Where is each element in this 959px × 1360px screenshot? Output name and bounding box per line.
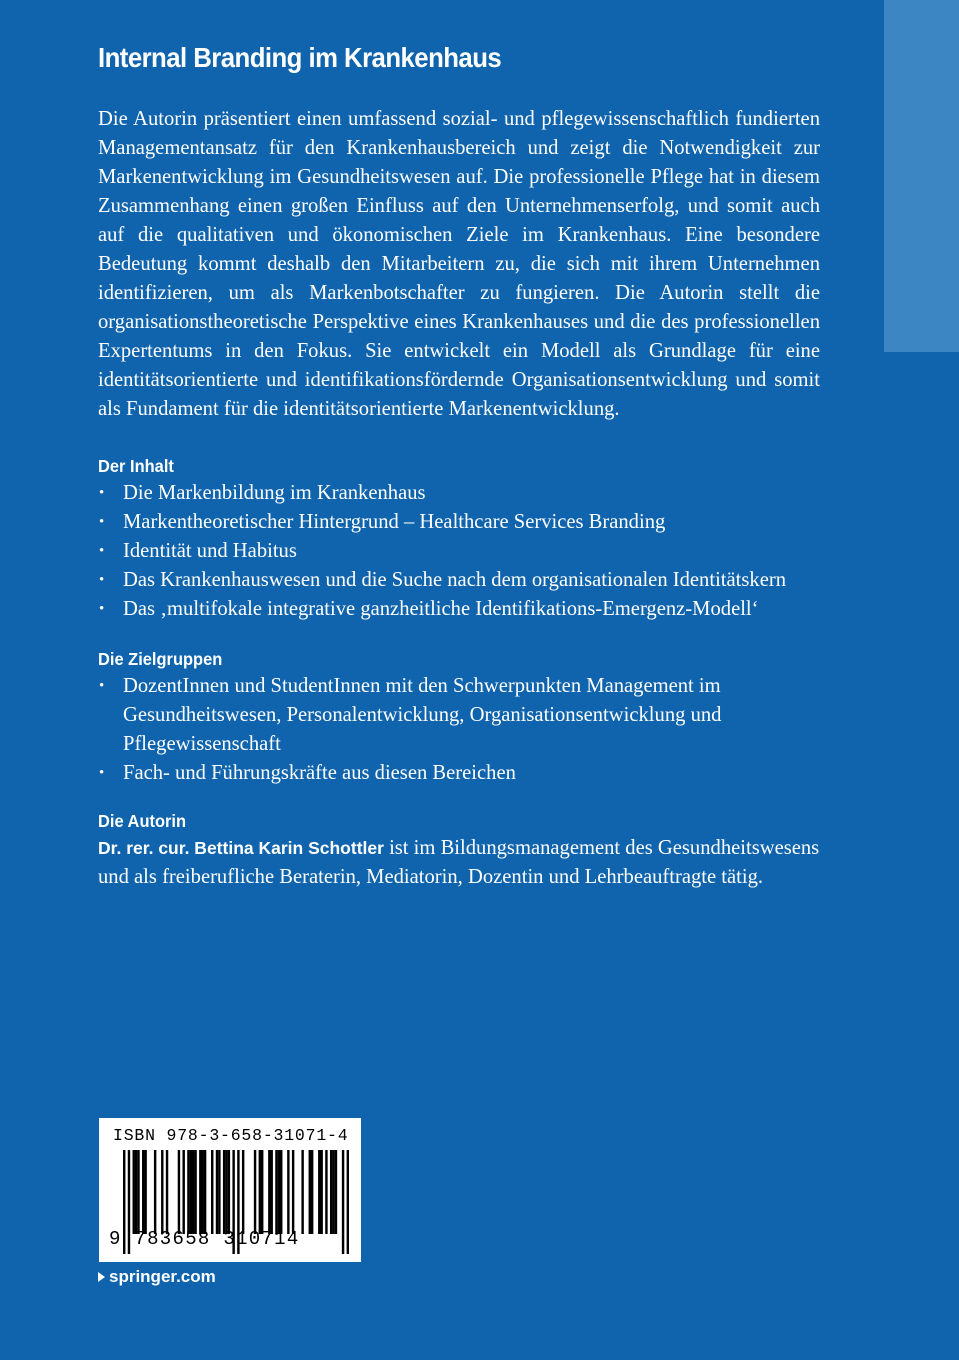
barcode-bar (137, 1150, 139, 1234)
barcode-bar (335, 1150, 337, 1234)
list-item: • Identität und Habitus (98, 537, 820, 566)
arrow-right-icon (98, 1272, 105, 1282)
barcode-bar (142, 1150, 144, 1234)
barcode-bar (270, 1150, 272, 1234)
author-name: Dr. rer. cur. Bettina Karin Schottler (98, 838, 384, 858)
barcode-bar (223, 1150, 225, 1234)
barcode-bar (166, 1150, 168, 1234)
barcode-bar (330, 1150, 332, 1234)
zielgruppen-list (98, 672, 820, 788)
author-bio-text: ist im Bildungsmanagement des Gesundheitswesens und als freiberufliche Beraterin, Mediatorin, Dozentin und Lehrbeauftragte tätig. (98, 837, 820, 888)
barcode-bar (192, 1150, 194, 1234)
spine-tab (884, 0, 959, 352)
barcode-bar (135, 1150, 137, 1234)
barcode-bar (218, 1150, 220, 1234)
barcode-bar (268, 1150, 270, 1234)
list-item: • Markentheoretischer Hintergrund – Healthcare Services Branding (98, 508, 820, 537)
barcode-bar (320, 1150, 322, 1234)
barcode-bar (182, 1150, 184, 1234)
list-item: • Das Krankenhauswesen und die Suche nach dem organisationalen Identitätskern (98, 566, 820, 595)
barcode-bar (202, 1150, 204, 1234)
author-bio (98, 834, 820, 892)
isbn-label: ISBN 978-3-658-31071-4 (113, 1126, 349, 1145)
barcode-bar (311, 1150, 313, 1234)
barcode-bar (332, 1150, 334, 1234)
barcode-bar (342, 1150, 344, 1254)
barcode-bar (144, 1150, 146, 1234)
barcode-bar (347, 1150, 349, 1254)
barcode-bar (199, 1150, 201, 1234)
barcode-bar (194, 1150, 196, 1234)
list-item: • Das ‚multifokale integrative ganzheitliche Identifikations-Emergenz-Modell‘ (98, 595, 820, 624)
book-description: Die Autorin präsentiert einen umfassend sozial- und pflegewissenschaftlich fundierten Managementansatz für den Krankenhausbereich und zeigt die Notwendigkeit zur Markenentwicklung im Gesundheitswesen auf. Die professionelle Pflege hat in diesem Zusammenhang einen großen Einfluss auf den Unternehmenserfolg, und somit auch auf die qualitativen und ökonomischen Ziele im Krankenhaus. Eine besondere Bedeutung kommt deshalb den Mitarbeitern zu, die sich mit ihrem Unternehmen identifizieren, um als Markenbotschafter zu fungieren. Die Autorin stellt die organisationstheoretische Perspektive eines Krankenhauses und die des professionellen Expertentums in den Fokus. Sie entwickelt ein Modell als Grundlage für eine identitätsorientierte und identifikationsfördernde Organisationsentwicklung und somit als Fundament für die identitätsorientierte Markenentwicklung. (98, 108, 820, 420)
publisher-link[interactable] (98, 1267, 216, 1287)
barcode-bar (242, 1150, 244, 1234)
back-cover-content (98, 40, 820, 892)
barcode-bar (211, 1150, 213, 1234)
barcode-bar (301, 1150, 303, 1234)
publisher-link-text: springer.com (109, 1267, 216, 1286)
list-item: • DozentInnen und StudentInnen mit den Schwerpunkten Management im Gesundheitswesen, Personalentwicklung, Organisationsentwicklung und Pflegewissenschaft (98, 672, 820, 759)
list-item: • Die Markenbildung im Krankenhaus (98, 479, 820, 508)
barcode-bar (154, 1150, 156, 1234)
section-heading-autorin: Die Autorin (98, 811, 187, 831)
barcode-bar (133, 1150, 135, 1234)
barcode-bar (225, 1150, 227, 1234)
barcode-bar (228, 1150, 230, 1234)
barcode-bar (287, 1150, 289, 1234)
barcode-bar (178, 1150, 180, 1234)
inhalt-list (98, 479, 820, 624)
barcode-bar (325, 1150, 327, 1234)
barcode-bar (309, 1150, 311, 1234)
barcode-bar (216, 1150, 218, 1234)
barcode-bar (190, 1150, 192, 1234)
book-title: Internal Branding im Krankenhaus (98, 42, 502, 73)
barcode-bar (161, 1150, 163, 1234)
section-heading-inhalt: Der Inhalt (98, 456, 174, 476)
barcode-bar (275, 1150, 277, 1234)
barcode-bar (261, 1150, 263, 1234)
barcode-bar (278, 1150, 280, 1234)
barcode-bar (187, 1150, 189, 1234)
barcode-bar (259, 1150, 261, 1234)
barcode-bar (318, 1150, 320, 1234)
barcode-bar (204, 1150, 206, 1234)
barcode-digits: 9 783658 310714 (109, 1228, 300, 1250)
section-heading-zielgruppen: Die Zielgruppen (98, 649, 223, 669)
barcode-bar (280, 1150, 282, 1234)
barcode-bar (292, 1150, 294, 1234)
list-item: • Fach- und Führungskräfte aus diesen Bereichen (98, 759, 820, 788)
isbn-barcode (99, 1118, 361, 1262)
barcode-bar (254, 1150, 256, 1234)
